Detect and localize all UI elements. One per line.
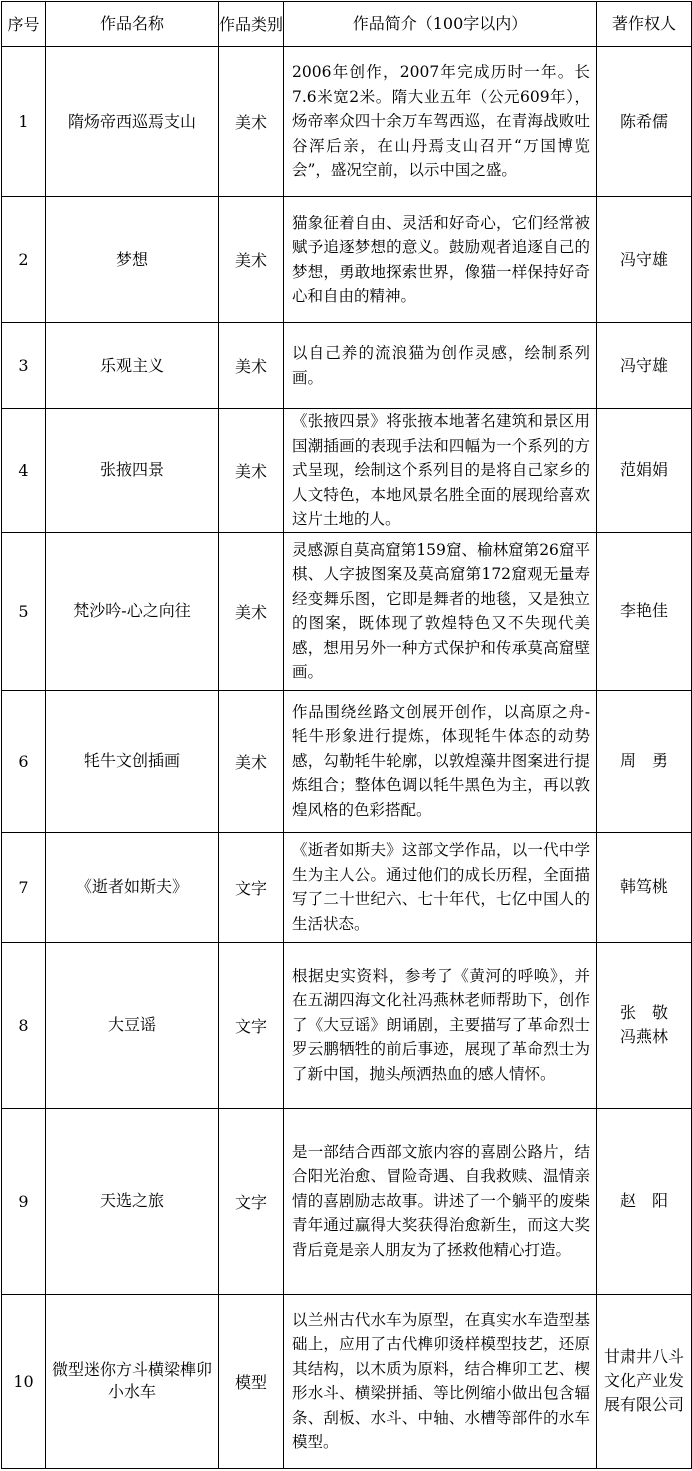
table-row xyxy=(2,832,692,942)
row-owner-cell xyxy=(597,942,692,1108)
row-type: 美术 xyxy=(219,47,284,197)
row-owner: 冯守雄 xyxy=(597,323,692,409)
row-type: 美术 xyxy=(219,409,284,533)
row-owner: 周 勇 xyxy=(597,690,692,832)
row-name: 大豆谣 xyxy=(46,942,219,1108)
row-desc: 猫象征着自由、灵活和好奇心，它们经常被赋予追逐梦想的意义。鼓励观者追逐自己的梦想，勇敢地探索世界，像猫一样保持好奇心和自由的精神。 xyxy=(284,197,597,323)
row-name: 天选之旅 xyxy=(46,1108,219,1294)
table-row xyxy=(2,47,692,197)
header-name: 作品名称 xyxy=(46,2,219,47)
row-no: 10 xyxy=(2,1294,46,1468)
row-type: 文字 xyxy=(219,942,284,1108)
table-row xyxy=(2,1108,692,1294)
row-owner: 范娟娟 xyxy=(597,409,692,533)
works-table xyxy=(1,1,692,1469)
table-row xyxy=(2,1294,692,1468)
row-desc: 根据史实资料，参考了《黄河的呼唤》，并在五湖四海文化社冯燕林老师帮助下，创作了《大豆谣》朗诵剧，主要描写了革命烈士罗云鹏牺牲的前后事迹，展现了革命烈士为了新中国，抛头颅洒热血的感人情怀。 xyxy=(284,942,597,1108)
row-owner: 冯守雄 xyxy=(597,197,692,323)
row-desc: 《逝者如斯夫》这部文学作品，以一代中学生为主人公。通过他们的成长历程，全面描写了二十世纪六、七十年代，七亿中国人的生活状态。 xyxy=(284,832,597,942)
row-no: 3 xyxy=(2,323,46,409)
header-no: 序号 xyxy=(2,2,46,47)
row-no: 2 xyxy=(2,197,46,323)
table-row xyxy=(2,323,692,409)
table-row xyxy=(2,942,692,1108)
row-name: 梦想 xyxy=(46,197,219,323)
row-no: 6 xyxy=(2,690,46,832)
header-owner: 著作权人 xyxy=(597,2,692,47)
row-owner: 甘肃井八斗文化产业发展有限公司 xyxy=(597,1294,692,1468)
row-name: 牦牛文创插画 xyxy=(46,690,219,832)
table-header-row xyxy=(2,2,692,47)
header-desc: 作品简介（100字以内） xyxy=(284,2,597,47)
row-no: 7 xyxy=(2,832,46,942)
row-type: 美术 xyxy=(219,323,284,409)
row-name: 张掖四景 xyxy=(46,409,219,533)
row-name: 隋炀帝西巡焉支山 xyxy=(46,47,219,197)
row-name: 乐观主义 xyxy=(46,323,219,409)
table-row xyxy=(2,690,692,832)
row-owner: 韩笃桃 xyxy=(597,832,692,942)
row-desc: 《张掖四景》将张掖本地著名建筑和景区用国潮插画的表现手法和四幅为一个系列的方式呈现，绘制这个系列目的是将自己家乡的人文特色，本地风景名胜全面的展现给喜欢这片土地的人。 xyxy=(284,409,597,533)
row-owner: 赵 阳 xyxy=(597,1108,692,1294)
row-type: 文字 xyxy=(219,1108,284,1294)
row-name: 微型迷你方斗横梁榫卯小水车 xyxy=(46,1294,219,1468)
row-no: 1 xyxy=(2,47,46,197)
row-type: 美术 xyxy=(219,690,284,832)
row-type: 模型 xyxy=(219,1294,284,1468)
table-row xyxy=(2,409,692,533)
row-desc: 灵感源自莫高窟第159窟、榆林窟第26窟平棋、人字披图案及莫高窟第172窟观无量寿经变舞乐图，它即是舞者的地毯，又是独立的图案，既体现了敦煌特色又不失现代美感，想用另外一种方式保护和传承莫高窟壁画。 xyxy=(284,532,597,690)
row-owner: 李艳佳 xyxy=(597,532,692,690)
row-desc: 以兰州古代水车为原型，在真实水车造型基础上，应用了古代榫卯烫样模型技艺，还原其结构，以木质为原料，结合榫卯工艺、楔形水斗、横梁拼插、等比例缩小做出包含辐条、刮板、水斗、中轴、水槽等部件的水车模型。 xyxy=(284,1294,597,1468)
row-name: 《逝者如斯夫》 xyxy=(46,832,219,942)
row-owner: 张 敬 xyxy=(619,1003,668,1022)
row-type: 美术 xyxy=(219,532,284,690)
row-owner: 陈希儒 xyxy=(597,47,692,197)
row-type: 文字 xyxy=(219,832,284,942)
row-desc: 是一部结合西部文旅内容的喜剧公路片，结合阳光治愈、冒险奇遇、自我救赎、温情亲情的喜剧励志故事。讲述了一个躺平的废柴青年通过赢得大奖获得治愈新生，而这大奖背后竟是亲人朋友为了拯救他精心打造。 xyxy=(284,1108,597,1294)
row-owner-secondary: 冯燕林 xyxy=(619,1027,668,1046)
header-type: 作品类别 xyxy=(219,2,284,47)
row-no: 8 xyxy=(2,942,46,1108)
row-no: 9 xyxy=(2,1108,46,1294)
row-desc: 以自己养的流浪猫为创作灵感，绘制系列画。 xyxy=(284,323,597,409)
row-name: 梵沙吟-心之向往 xyxy=(46,532,219,690)
table-row xyxy=(2,197,692,323)
row-type: 美术 xyxy=(219,197,284,323)
table-row xyxy=(2,532,692,690)
row-no: 5 xyxy=(2,532,46,690)
row-desc: 2006年创作，2007年完成历时一年。长7.6米宽2米。隋大业五年（公元609年），炀帝率众四十余万车驾西巡，在青海战败吐谷浑后亲，在山丹焉支山召开“万国博览会”，盛况空前，以示中国之盛。 xyxy=(284,47,597,197)
row-no: 4 xyxy=(2,409,46,533)
row-desc: 作品围绕丝路文创展开创作，以高原之舟-牦牛形象进行提炼，体现牦牛体态的动势感，勾勒牦牛轮廓，以敦煌藻井图案进行提炼组合；整体色调以牦牛黑色为主，再以敦煌风格的色彩搭配。 xyxy=(284,690,597,832)
